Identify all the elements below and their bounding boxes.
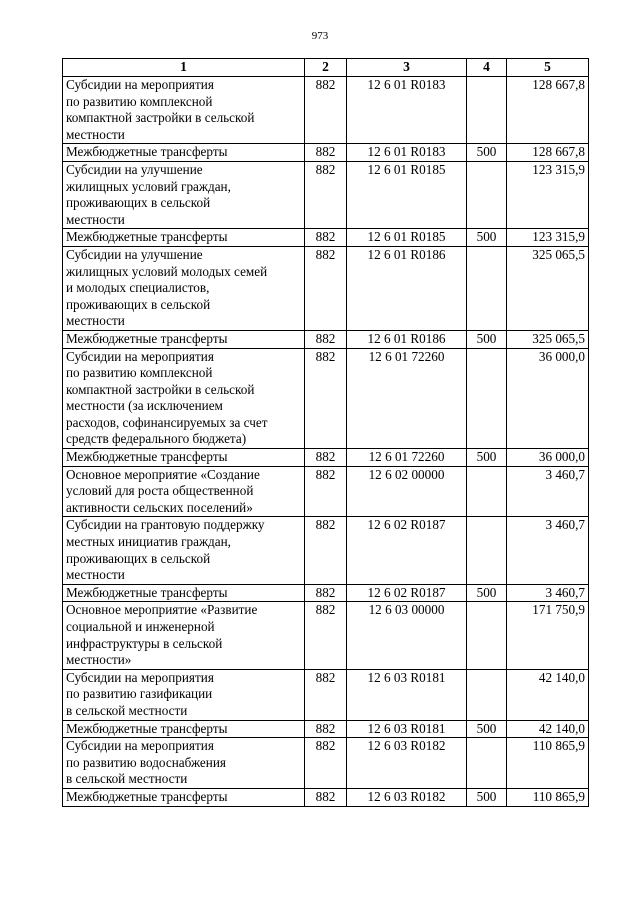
table-row: [63, 720, 589, 738]
row-name-line: Межбюджетные трансферты: [66, 330, 228, 346]
row-name-line: компактной застройки в сельской: [66, 110, 255, 126]
row-name: [63, 602, 305, 669]
row-name: [63, 788, 305, 806]
row-name-line: местности (за исключением: [66, 398, 223, 414]
row-name-line: жилищных условий граждан,: [66, 178, 231, 194]
table-row: [63, 602, 589, 669]
row-admin-code: 882: [305, 584, 347, 602]
row-admin-code: 882: [305, 161, 347, 228]
row-name: [63, 348, 305, 449]
row-amount: 3 460,7: [507, 466, 589, 517]
column-header-3: 3: [347, 59, 467, 77]
row-name-line: в сельской местности: [66, 771, 188, 787]
row-expense-type: 500: [467, 449, 507, 467]
row-name-line: по развитию комплексной: [66, 365, 213, 381]
row-admin-code: 882: [305, 348, 347, 449]
table-row: [63, 738, 589, 789]
column-header-2: 2: [305, 59, 347, 77]
row-target-code: 12 6 02 R0187: [347, 584, 467, 602]
row-name-line: Основное мероприятие «Развитие: [66, 602, 258, 618]
row-name-line: проживающих в сельской: [66, 550, 211, 566]
row-expense-type: 500: [467, 584, 507, 602]
row-name-line: расходов, софинансируемых за счет: [66, 414, 268, 430]
row-amount: 128 667,8: [507, 77, 589, 144]
row-target-code: 12 6 03 00000: [347, 602, 467, 669]
row-admin-code: 882: [305, 449, 347, 467]
row-amount: 123 315,9: [507, 229, 589, 247]
row-admin-code: 882: [305, 720, 347, 738]
row-name-line: по развитию газификации: [66, 686, 213, 702]
row-target-code: 12 6 01 72260: [347, 449, 467, 467]
row-target-code: 12 6 01 R0185: [347, 229, 467, 247]
row-name-line: Субсидии на улучшение: [66, 161, 203, 177]
row-expense-type: [467, 669, 507, 720]
row-name: [63, 77, 305, 144]
column-header-1: 1: [63, 59, 305, 77]
table-row: [63, 144, 589, 162]
row-name-line: социальной и инженерной: [66, 619, 215, 634]
table-row: [63, 517, 589, 584]
row-name-line: местности: [66, 126, 125, 142]
row-name-line: Межбюджетные трансферты: [66, 720, 228, 736]
row-admin-code: 882: [305, 602, 347, 669]
row-name: [63, 144, 305, 162]
row-expense-type: 500: [467, 720, 507, 738]
row-amount: 110 865,9: [507, 738, 589, 789]
row-name-line: Межбюджетные трансферты: [66, 229, 228, 245]
row-name-line: Межбюджетные трансферты: [66, 788, 228, 804]
table-row: [63, 584, 589, 602]
row-target-code: 12 6 03 R0182: [347, 788, 467, 806]
row-name-line: Субсидии на улучшение: [66, 246, 203, 262]
row-expense-type: [467, 161, 507, 228]
row-amount: 128 667,8: [507, 144, 589, 162]
row-amount: 3 460,7: [507, 584, 589, 602]
row-expense-type: 500: [467, 330, 507, 348]
row-name-line: жилищных условий молодых семей: [66, 263, 268, 279]
table-row: [63, 449, 589, 467]
column-header-5: 5: [507, 59, 589, 77]
row-amount: 110 865,9: [507, 788, 589, 806]
row-name-line: условий для роста общественной: [66, 483, 254, 499]
table-header-row: [63, 59, 589, 77]
row-admin-code: 882: [305, 517, 347, 584]
row-name-line: Межбюджетные трансферты: [66, 449, 228, 465]
row-name-line: и молодых специалистов,: [66, 280, 210, 296]
row-name-line: по развитию водоснабжения: [66, 754, 226, 770]
row-name-line: местных инициатив граждан,: [66, 534, 231, 550]
page-number: 973: [311, 30, 329, 42]
row-name: [63, 517, 305, 584]
row-name-line: Основное мероприятие «Создание: [66, 466, 260, 482]
row-name: [63, 161, 305, 228]
row-name: [63, 669, 305, 720]
row-name-line: местности: [66, 313, 125, 329]
row-target-code: 12 6 01 R0186: [347, 330, 467, 348]
row-name-line: Межбюджетные трансферты: [66, 144, 228, 160]
row-name-line: Субсидии на мероприятия: [66, 77, 214, 92]
row-expense-type: 500: [467, 144, 507, 162]
row-name: [63, 720, 305, 738]
row-admin-code: 882: [305, 466, 347, 517]
table-row: [63, 161, 589, 228]
row-target-code: 12 6 01 R0186: [347, 246, 467, 330]
row-admin-code: 882: [305, 77, 347, 144]
row-name-line: проживающих в сельской: [66, 195, 211, 211]
row-name-line: средств федерального бюджета): [66, 431, 247, 447]
row-name-line: Субсидии на грантовую поддержку: [66, 517, 265, 533]
row-name: [63, 738, 305, 789]
row-amount: 123 315,9: [507, 161, 589, 228]
row-name: [63, 584, 305, 602]
row-name-line: Межбюджетные трансферты: [66, 584, 228, 600]
row-name-line: инфраструктуры в сельской: [66, 635, 223, 651]
row-name-line: местности: [66, 567, 125, 583]
table-row: [63, 348, 589, 449]
table-row: [63, 669, 589, 720]
row-expense-type: 500: [467, 229, 507, 247]
row-name-line: Субсидии на мероприятия: [66, 738, 214, 754]
row-expense-type: 500: [467, 788, 507, 806]
row-expense-type: [467, 738, 507, 789]
row-amount: 36 000,0: [507, 449, 589, 467]
row-target-code: 12 6 01 R0183: [347, 77, 467, 144]
row-name-line: местности: [66, 211, 125, 227]
row-name: [63, 449, 305, 467]
row-expense-type: [467, 602, 507, 669]
row-target-code: 12 6 01 R0185: [347, 161, 467, 228]
row-admin-code: 882: [305, 738, 347, 789]
row-amount: 42 140,0: [507, 720, 589, 738]
row-name-line: Субсидии на мероприятия: [66, 348, 214, 364]
table-row: [63, 77, 589, 144]
row-target-code: 12 6 01 72260: [347, 348, 467, 449]
row-amount: 42 140,0: [507, 669, 589, 720]
row-admin-code: 882: [305, 144, 347, 162]
row-target-code: 12 6 03 R0182: [347, 738, 467, 789]
row-name: [63, 330, 305, 348]
row-admin-code: 882: [305, 788, 347, 806]
row-name: [63, 246, 305, 330]
row-amount: 36 000,0: [507, 348, 589, 449]
table-row: [63, 246, 589, 330]
row-name: [63, 466, 305, 517]
row-name: [63, 229, 305, 247]
row-admin-code: 882: [305, 669, 347, 720]
column-header-4: 4: [467, 59, 507, 77]
budget-table: [62, 58, 589, 807]
row-admin-code: 882: [305, 246, 347, 330]
table-body: [63, 77, 589, 807]
row-amount: 325 065,5: [507, 246, 589, 330]
table-row: [63, 466, 589, 517]
row-expense-type: [467, 466, 507, 517]
row-expense-type: [467, 246, 507, 330]
row-target-code: 12 6 02 00000: [347, 466, 467, 517]
row-name-line: проживающих в сельской: [66, 296, 211, 312]
row-amount: 171 750,9: [507, 602, 589, 669]
row-amount: 3 460,7: [507, 517, 589, 584]
row-name-line: Субсидии на мероприятия: [66, 669, 214, 685]
row-name-line: по развитию комплексной: [66, 93, 213, 109]
row-target-code: 12 6 01 R0183: [347, 144, 467, 162]
table-row: [63, 229, 589, 247]
row-expense-type: [467, 348, 507, 449]
row-admin-code: 882: [305, 330, 347, 348]
table-row: [63, 788, 589, 806]
row-target-code: 12 6 03 R0181: [347, 669, 467, 720]
row-expense-type: [467, 517, 507, 584]
table-row: [63, 330, 589, 348]
row-name-line: местности»: [66, 652, 132, 668]
row-amount: 325 065,5: [507, 330, 589, 348]
row-target-code: 12 6 02 R0187: [347, 517, 467, 584]
row-name-line: компактной застройки в сельской: [66, 381, 255, 397]
row-name-line: в сельской местности: [66, 702, 188, 718]
row-name-line: активности сельских поселений»: [66, 499, 253, 515]
row-target-code: 12 6 03 R0181: [347, 720, 467, 738]
row-admin-code: 882: [305, 229, 347, 247]
row-expense-type: [467, 77, 507, 144]
